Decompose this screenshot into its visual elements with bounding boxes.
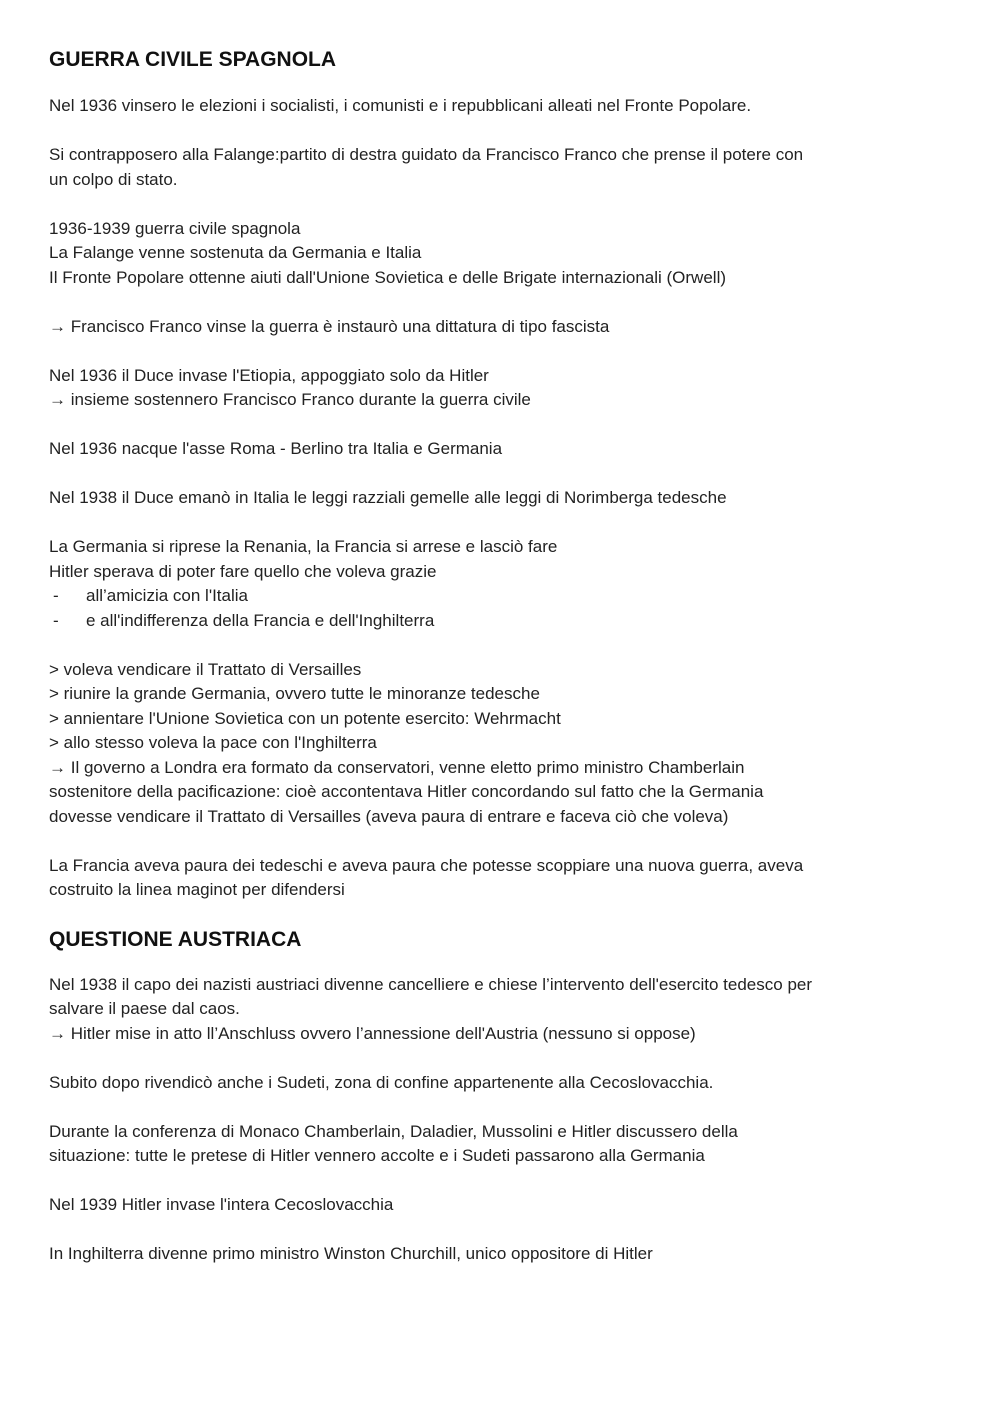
paragraph-line: Nel 1936 il Duce invase l'Etiopia, appoggiato solo da Hitler [49, 365, 489, 385]
paragraph-line: situazione: tutte le pretese di Hitler vennero accolte e i Sudeti passarono alla Germania [49, 1146, 705, 1165]
paragraph-line: > riunire la grande Germania, ovvero tutte le minoranze tedesche [49, 684, 540, 703]
paragraph-line: Nel 1938 il capo dei nazisti austriaci divenne cancelliere e chiese l’intervento dell'esercito tedesco per [49, 974, 813, 994]
paragraph-line: → Il governo a Londra era formato da conservatori, venne eletto primo ministro Chamberlain [49, 757, 745, 777]
paragraph-line: La Germania si riprese la Renania, la Francia si arrese e lasciò fare [49, 537, 558, 556]
paragraph-line: → insieme sostennero Francisco Franco durante la guerra civile [49, 390, 531, 409]
paragraph-line: Il Fronte Popolare ottenne aiuti dall'Unione Sovietica e delle Brigate internazionali (Orwell) [49, 267, 727, 287]
section-title-questione-austriaca: QUESTIONE AUSTRIACA [49, 927, 302, 951]
paragraph-line: salvare il paese dal caos. [49, 999, 240, 1018]
paragraph-line: sostenitore della pacificazione: cioè accontentava Hitler concordando sul fatto che la Germania [49, 782, 764, 801]
list-item [49, 584, 940, 609]
paragraph-line: dovesse vendicare il Trattato di Versailles (aveva paura di entrare e faceva ciò che voleva) [49, 806, 729, 826]
paragraph-line: Durante la conferenza di Monaco Chamberlain, Daladier, Mussolini e Hitler discussero della [49, 1121, 738, 1141]
paragraph-line: Nel 1938 il Duce emanò in Italia le leggi razziali gemelle alle leggi di Norimberga tedesche [49, 488, 727, 507]
paragraph-line: → Francisco Franco vinse la guerra è instaurò una dittatura di tipo fascista [49, 316, 610, 336]
paragraph-line: Hitler sperava di poter fare quello che voleva grazie [49, 561, 437, 581]
section-title-guerra-civile: GUERRA CIVILE SPAGNOLA [49, 48, 337, 71]
paragraph-line: Nel 1936 nacque l'asse Roma - Berlino tra Italia e Germania [49, 439, 503, 458]
paragraph-line: > allo stesso voleva la pace con l'Inghilterra [49, 733, 377, 752]
paragraph: Nel 1936 vinsero le elezioni i socialisti, i comunisti e i repubblicani alleati nel Fronte Popolare. [49, 96, 752, 115]
paragraph-line: In Inghilterra divenne primo ministro Winston Churchill, unico oppositore di Hitler [49, 1244, 653, 1263]
paragraph-line: > annientare l'Unione Sovietica con un potente esercito: Wehrmacht [49, 708, 561, 728]
bullet-dash: - [53, 610, 59, 630]
paragraph-line: Nel 1939 Hitler invase l'intera Cecoslovacchia [49, 1195, 394, 1214]
paragraph-line: un colpo di stato. [49, 169, 178, 189]
paragraph-line: Si contrapposero alla Falange:partito di destra guidato da Francisco Franco che prense il potere con [49, 145, 804, 164]
paragraph-line: Subito dopo rivendicò anche i Sudeti, zona di confine appartenente alla Cecoslovacchia. [49, 1072, 714, 1092]
paragraph-line: La Falange venne sostenuta da Germania e Italia [49, 243, 422, 262]
list-item [49, 609, 940, 634]
paragraph-line: La Francia aveva paura dei tedeschi e aveva paura che potesse scoppiare una nuova guerra, aveva [49, 855, 804, 875]
bullet-dash: - [53, 586, 59, 605]
list-item-text: e all'indifferenza della Francia e dell'Inghilterra [86, 610, 435, 630]
paragraph-line: 1936-1939 guerra civile spagnola [49, 218, 301, 238]
paragraph-line: → Hitler mise in atto ll’Anschluss ovvero l’annessione dell'Austria (nessuno si oppose) [49, 1023, 696, 1043]
paragraph-line: > voleva vendicare il Trattato di Versailles [49, 659, 362, 679]
paragraph-line: costruito la linea maginot per difendersi [49, 880, 345, 899]
list-item-text: all’amicizia con l'Italia [86, 586, 248, 605]
